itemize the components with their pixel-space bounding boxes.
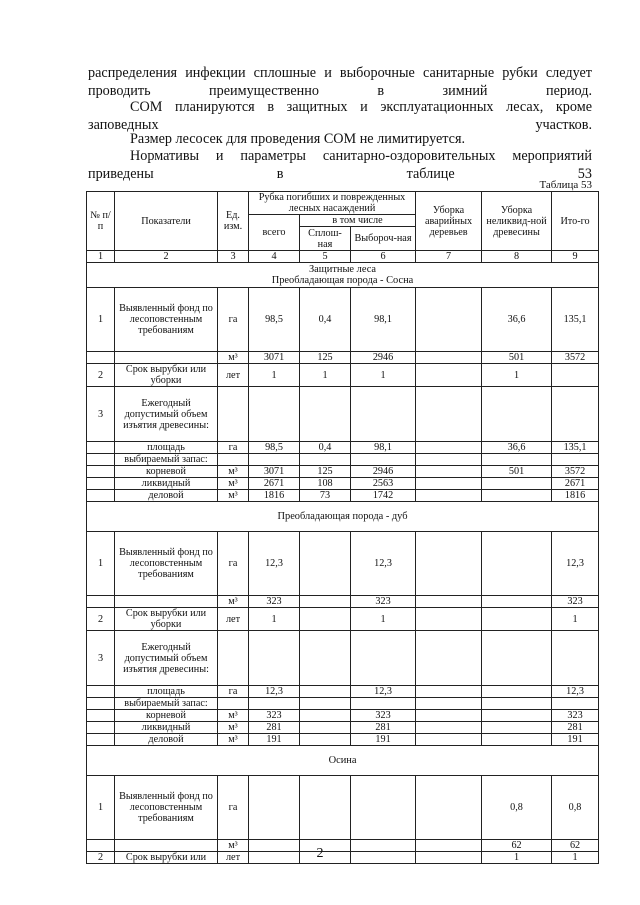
row-value: 0,4 [300,288,351,352]
row-value: 1816 [552,490,599,502]
row-value [552,364,599,387]
row-value [249,454,300,466]
section-title-line: Преобладающая порода - Сосна [271,275,414,286]
row-unit [218,698,249,710]
row-label: Ежегодный допустимый объем изъятия древесины: [115,387,218,442]
row-value [416,288,482,352]
row-number: 3 [87,387,115,442]
row-number: 1 [87,532,115,596]
row-value [300,387,351,442]
row-value [482,387,552,442]
row-value: 323 [249,710,300,722]
table-row [87,478,599,490]
header-total: всего [249,215,300,251]
row-number [87,454,115,466]
row-value: 323 [351,710,416,722]
row-value: 1 [552,608,599,631]
row-label: Выявленный фонд по лесоповстенным требованиям [115,532,218,596]
table-row [87,454,599,466]
row-value [416,387,482,442]
row-value: 1 [249,608,300,631]
row-value [249,631,300,686]
row-value: 3071 [249,352,300,364]
table-row [87,532,599,596]
row-label: Срок вырубки или [115,852,218,864]
row-value: 1 [351,364,416,387]
row-number: 3 [87,631,115,686]
section-title [87,746,599,776]
row-value: 323 [351,596,416,608]
row-value [351,387,416,442]
page-number: 2 [316,846,324,861]
table-row [87,608,599,631]
row-value [416,478,482,490]
header-indicator: Показатели [115,192,218,251]
row-label [115,352,218,364]
row-value: 3071 [249,466,300,478]
row-label: площадь [115,442,218,454]
table-row [87,631,599,686]
row-value: 12,3 [249,532,300,596]
row-value: 1 [249,364,300,387]
header-in-total: в том числе [300,215,416,227]
row-value: 12,3 [552,532,599,596]
row-number [87,352,115,364]
row-value [300,686,351,698]
row-value [300,532,351,596]
row-label: ликвидный [115,478,218,490]
row-value [351,631,416,686]
row-value: 501 [482,352,552,364]
table-row [87,288,599,352]
row-number [87,478,115,490]
row-value: 135,1 [552,442,599,454]
row-value [482,722,552,734]
row-label: выбираемый запас: [115,698,218,710]
row-value [482,490,552,502]
table-row [87,490,599,502]
row-unit: м³ [218,352,249,364]
table-row [87,722,599,734]
row-value [416,596,482,608]
row-value [300,454,351,466]
row-value [482,596,552,608]
row-value: 2671 [552,478,599,490]
row-value: 12,3 [351,532,416,596]
row-unit: лет [218,608,249,631]
row-value [416,734,482,746]
row-value: 501 [482,466,552,478]
table-row [87,734,599,746]
row-unit: га [218,288,249,352]
row-label: корневой [115,466,218,478]
row-unit: га [218,442,249,454]
row-unit: га [218,776,249,840]
table-row [87,352,599,364]
row-unit [218,631,249,686]
row-value: 0,8 [552,776,599,840]
row-label: корневой [115,710,218,722]
row-value [351,776,416,840]
row-value [416,490,482,502]
col-number: 1 [87,251,115,263]
row-value: 73 [300,490,351,502]
row-value [300,710,351,722]
header-felling-group: Рубка погибших и поврежденных лесных насаждений [249,192,416,215]
row-value [482,686,552,698]
row-number [87,722,115,734]
row-value [552,454,599,466]
table-row [87,698,599,710]
paragraph-4: Нормативы и параметры санитарно-оздоровительных мероприятий приведены в таблице 53 [88,148,592,182]
row-value [482,454,552,466]
header-selective: Выбороч-ная [351,227,416,251]
row-unit [218,387,249,442]
row-value [300,734,351,746]
row-label: Срок вырубки или уборки [115,608,218,631]
col-number: 7 [416,251,482,263]
col-number: 2 [115,251,218,263]
row-value: 108 [300,478,351,490]
row-unit: м³ [218,478,249,490]
row-value: 125 [300,466,351,478]
row-value [416,364,482,387]
row-unit: лет [218,852,249,864]
row-value: 12,3 [249,686,300,698]
section-title [87,502,599,532]
row-value [416,352,482,364]
row-value [482,532,552,596]
row-value: 1 [482,364,552,387]
row-value [416,722,482,734]
row-unit: лет [218,364,249,387]
row-value [482,478,552,490]
col-number: 8 [482,251,552,263]
row-number: 1 [87,288,115,352]
row-value [300,596,351,608]
row-value [351,698,416,710]
row-value [416,454,482,466]
row-value: 1 [351,608,416,631]
row-value: 1 [300,364,351,387]
row-number: 1 [87,776,115,840]
header-clear: Сплош-ная [300,227,351,251]
row-value: 191 [351,734,416,746]
row-value: 191 [552,734,599,746]
table-caption: Таблица 53 [539,179,592,191]
row-value: 135,1 [552,288,599,352]
row-value: 2563 [351,478,416,490]
table-row [87,442,599,454]
row-label: Выявленный фонд по лесоповстенным требованиям [115,288,218,352]
row-label: Ежегодный допустимый объем изъятия древесины: [115,631,218,686]
row-value: 2946 [351,352,416,364]
col-number: 9 [552,251,599,263]
row-value: 12,3 [351,686,416,698]
row-value [482,631,552,686]
row-label: Выявленный фонд по лесоповстенным требованиям [115,776,218,840]
table-row [87,710,599,722]
row-value [552,698,599,710]
row-value: 1 [552,852,599,864]
row-value: 2946 [351,466,416,478]
row-value: 281 [351,722,416,734]
table-row [87,686,599,698]
row-number [87,734,115,746]
table-row [87,364,599,387]
table-row [87,776,599,840]
row-value: 98,5 [249,442,300,454]
row-value [249,776,300,840]
row-number [87,698,115,710]
row-number [87,442,115,454]
row-value: 0,4 [300,442,351,454]
header-num: № п/п [87,192,115,251]
row-value: 12,3 [552,686,599,698]
row-value [482,698,552,710]
row-value [416,608,482,631]
row-unit: га [218,686,249,698]
row-value [552,631,599,686]
header-emergency: Уборка аварийных деревьев [416,192,482,251]
row-value: 125 [300,352,351,364]
row-value: 1742 [351,490,416,502]
col-number: 4 [249,251,300,263]
row-value: 281 [552,722,599,734]
row-value: 98,1 [351,288,416,352]
row-value [416,710,482,722]
row-value [351,454,416,466]
row-value [300,722,351,734]
row-value: 36,6 [482,442,552,454]
row-value [416,698,482,710]
row-unit: м³ [218,722,249,734]
row-value: 191 [249,734,300,746]
row-value: 62 [552,840,599,852]
row-value [300,698,351,710]
row-value [482,734,552,746]
row-number: 2 [87,608,115,631]
row-value [416,776,482,840]
row-label: выбираемый запас: [115,454,218,466]
row-number [87,490,115,502]
row-value: 62 [482,840,552,852]
col-number: 6 [351,251,416,263]
row-label: площадь [115,686,218,698]
table-row [87,596,599,608]
row-unit: м³ [218,466,249,478]
row-label: деловой [115,490,218,502]
row-value: 323 [249,596,300,608]
sanitary-measures-table [86,191,599,864]
row-unit: м³ [218,734,249,746]
header-illiquid: Уборка неликвид-ной древесины [482,192,552,251]
paragraph-1: распределения инфекции сплошные и выборочные санитарные рубки следует проводить преимущественно в зимний период. [88,65,592,99]
row-number: 2 [87,852,115,864]
paragraph-3: Размер лесосек для проведения СОМ не лимитируется. [130,131,466,147]
row-value [416,532,482,596]
row-value [300,631,351,686]
col-number: 5 [300,251,351,263]
row-value: 98,5 [249,288,300,352]
row-value: 1816 [249,490,300,502]
row-number [87,710,115,722]
row-unit: м³ [218,596,249,608]
table-row [87,466,599,478]
row-number [87,596,115,608]
row-value [482,710,552,722]
row-label: деловой [115,734,218,746]
row-unit: м³ [218,840,249,852]
row-value: 0,8 [482,776,552,840]
row-value [249,387,300,442]
paragraph-2: СОМ планируются в защитных и эксплуатационных лесах, кроме заповедных участков. [88,99,592,133]
row-number [87,686,115,698]
row-label: Срок вырубки или уборки [115,364,218,387]
row-value [416,631,482,686]
row-value [552,387,599,442]
row-value [416,442,482,454]
row-value: 1 [482,852,552,864]
row-label [115,596,218,608]
row-value: 3572 [552,466,599,478]
section-title [87,263,599,288]
row-value: 36,6 [482,288,552,352]
header-unit: Ед. изм. [218,192,249,251]
table-row [87,387,599,442]
section-title-line: Защитные леса [308,264,377,275]
col-number: 3 [218,251,249,263]
row-unit: га [218,532,249,596]
row-value: 323 [552,596,599,608]
section-title-line: Преобладающая порода - дуб [277,511,408,522]
row-value [249,698,300,710]
row-value [300,608,351,631]
section-title-line: Осина [328,755,357,766]
row-value [482,608,552,631]
row-unit: м³ [218,710,249,722]
row-value: 281 [249,722,300,734]
row-label: ликвидный [115,722,218,734]
row-unit: м³ [218,490,249,502]
row-unit [218,454,249,466]
row-value: 323 [552,710,599,722]
row-number: 2 [87,364,115,387]
row-value: 3572 [552,352,599,364]
row-value [416,686,482,698]
row-value [416,466,482,478]
row-value [300,776,351,840]
row-number [87,466,115,478]
header-sum: Ито-го [552,192,599,251]
row-value: 2671 [249,478,300,490]
row-value: 98,1 [351,442,416,454]
